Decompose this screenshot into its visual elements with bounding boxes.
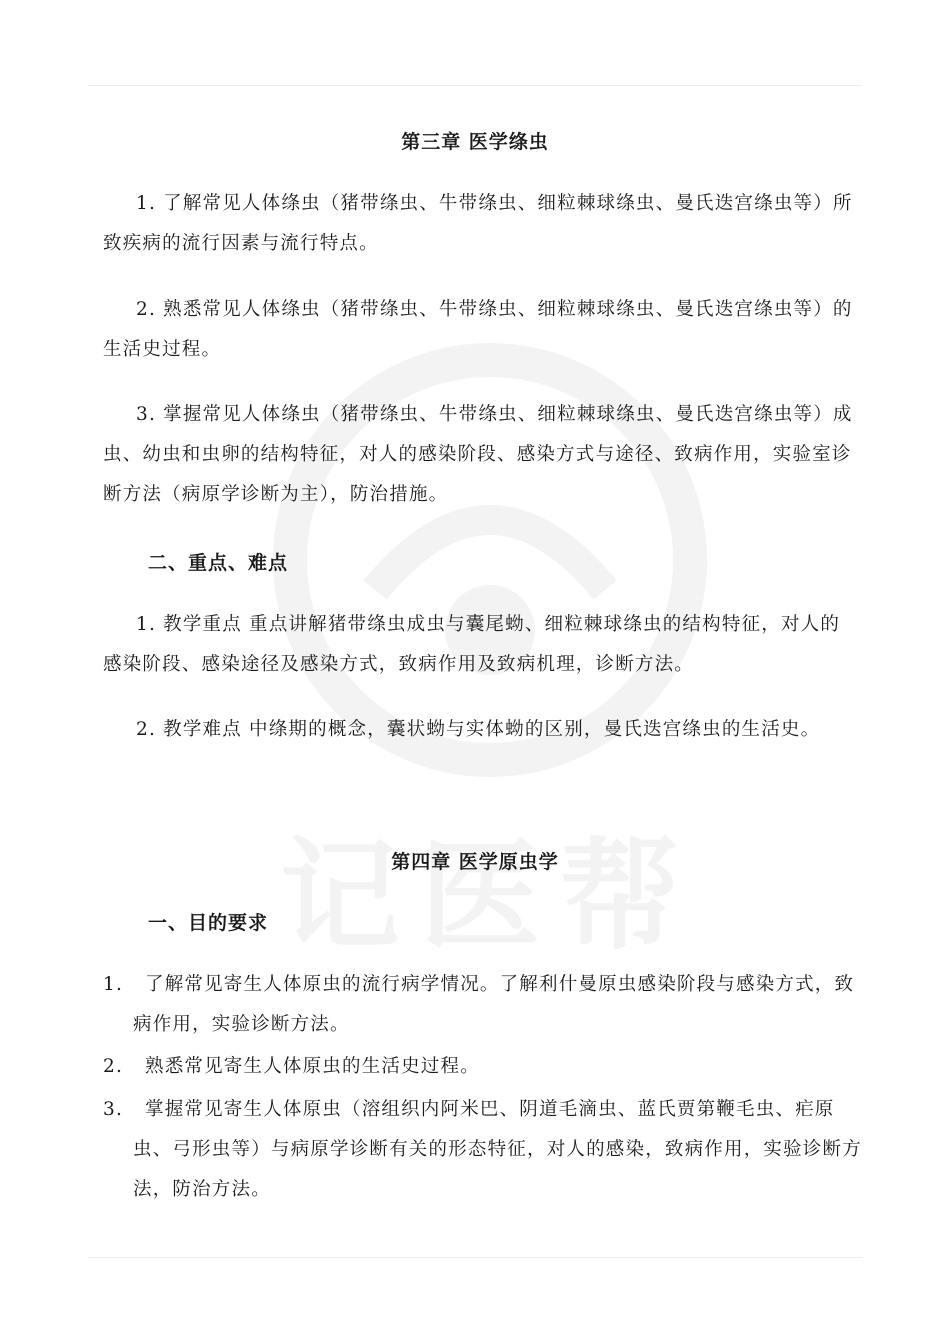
chapter3-paragraph-2: 2. 熟悉常见人体绦虫（猪带绦虫、牛带绦虫、细粒棘球绦虫、曼氏迭宫绦虫等）的生活史过程。 [103, 299, 853, 360]
chapter3-section-heading: 二、重点、难点 [148, 552, 289, 574]
list-item-number: 2. [103, 1056, 124, 1077]
list-item [103, 1047, 863, 1087]
chapter4-title: 第四章 医学原虫学 [391, 851, 559, 873]
list-item [103, 965, 863, 1045]
watermark-text [255, 800, 725, 972]
chapter3-difficult-point: 2. 教学难点 中绦期的概念，囊状蚴与实体蚴的区别，曼氏迭宫绦虫的生活史。 [136, 719, 821, 740]
footer-rule [88, 1257, 862, 1258]
list-item-text: 熟悉常见寄生人体原虫的生活史过程。 [145, 1056, 480, 1077]
list-item-text: 了解常见寄生人体原虫的流行病学情况。了解利什曼原虫感染阶段与感染方式，致病作用，实验诊断方法。 [133, 974, 855, 1035]
list-item-number: 3. [103, 1099, 124, 1120]
chapter3-key-point: 1. 教学重点 重点讲解猪带绦虫成虫与囊尾蚴、细粒棘球绦虫的结构特征，对人的感染阶段、感染途径及感染方式，致病作用及致病机理，诊断方法。 [103, 614, 841, 675]
list-item [103, 1090, 863, 1210]
chapter3-paragraph-1: 1. 了解常见人体绦虫（猪带绦虫、牛带绦虫、细粒棘球绦虫、曼氏迭宫绦虫等）所致疾病的流行因素与流行特点。 [103, 193, 853, 254]
chapter3-title: 第三章 医学绦虫 [401, 131, 549, 153]
chapter4-section-heading: 一、目的要求 [148, 912, 269, 934]
list-item-text: 掌握常见寄生人体原虫（溶组织内阿米巴、阴道毛滴虫、蓝氏贾第鞭毛虫、疟原虫、弓形虫等）与病原学诊断有关的形态特征，对人的感染，致病作用，实验诊断方法，防治方法。 [133, 1099, 862, 1200]
list-item-number: 1. [103, 974, 124, 995]
chapter3-paragraph-3: 3. 掌握常见人体绦虫（猪带绦虫、牛带绦虫、细粒棘球绦虫、曼氏迭宫绦虫等）成虫、幼虫和虫卵的结构特征，对人的感染阶段、感染方式与途径、致病作用，实验室诊断方法（病原学诊断为主），防治措施。 [103, 404, 853, 505]
header-rule [88, 85, 862, 86]
